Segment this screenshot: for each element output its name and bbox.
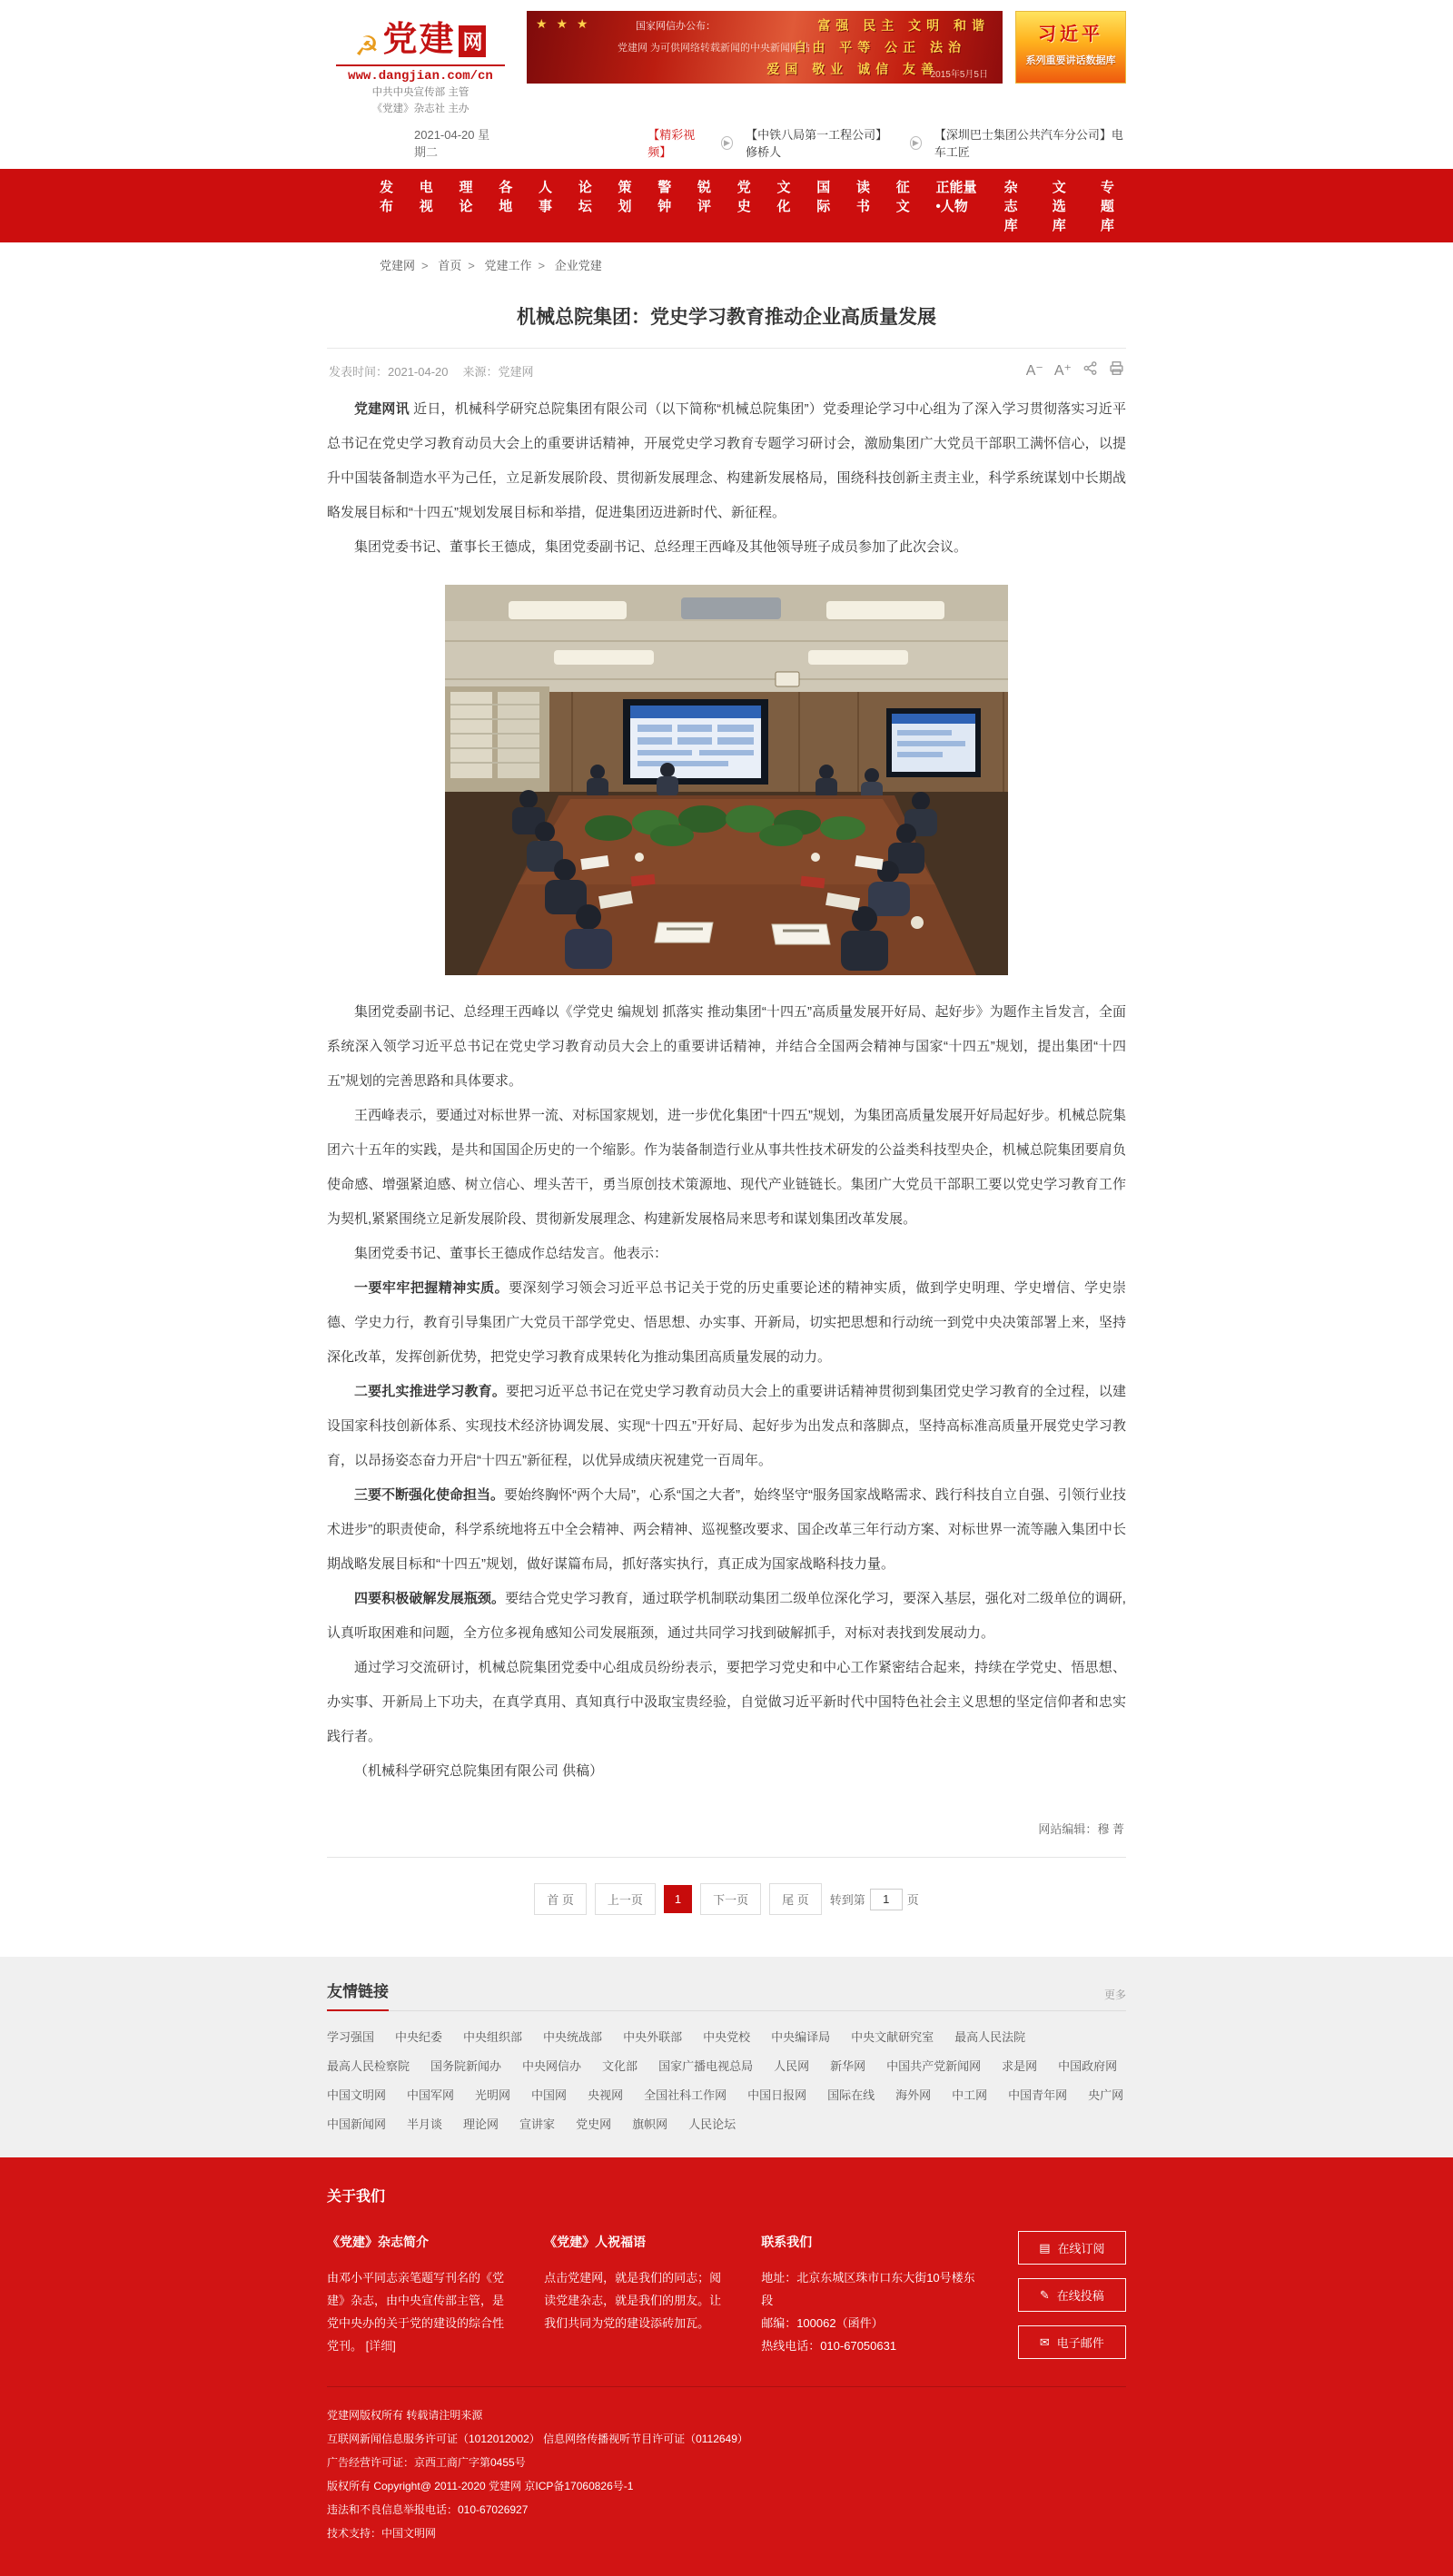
- about-us-title: 关于我们: [327, 2189, 386, 2205]
- friend-link[interactable]: 海外网: [895, 2088, 932, 2102]
- friend-link[interactable]: 央视网: [588, 2088, 624, 2102]
- banner-auth-line1: 国家网信办公布：: [636, 21, 716, 32]
- footer-button-icon: ▤: [1039, 2240, 1051, 2255]
- breadcrumb-link[interactable]: > 首页: [421, 259, 461, 272]
- footer-button-icon: ✉: [1039, 2334, 1050, 2349]
- friend-links-section: [0, 1957, 1453, 2157]
- friend-link[interactable]: 理论网: [463, 2117, 499, 2131]
- magazine-intro-title: 《党建》杂志简介: [327, 2235, 429, 2249]
- xi-speech-database-banner[interactable]: [1015, 11, 1126, 84]
- nav-item[interactable]: 专题库: [1100, 180, 1114, 233]
- footer-button-label: 在线投稿: [1056, 2289, 1104, 2303]
- friend-link[interactable]: 求是网: [1002, 2059, 1038, 2073]
- friend-links-title: 友情链接: [327, 1979, 389, 2011]
- friend-link[interactable]: 中央编译局: [771, 2030, 831, 2044]
- contact-postcode: 邮编：100062（函件）: [761, 2316, 884, 2330]
- core-values-row1: 富强 民主 文明 和谐: [817, 18, 990, 33]
- friend-link[interactable]: 旗帜网: [632, 2117, 668, 2131]
- nav-item[interactable]: 理论: [459, 180, 473, 214]
- article-end-divider: [327, 1857, 1126, 1858]
- site-editor: 网站编辑：穆 菁: [1038, 1822, 1124, 1836]
- article-paragraph: 党建网讯 近日，机械科学研究总院集团有限公司（以下简称“机械总院集团”）党委理论学习中心组为了深入学习贯彻落实习近平总书记在党史学习教育动员大会上的重要讲话精神，开展党史学习教育专题学习研讨会，激励集团广大党员干部职工满怀信心，以提升中国装备制造水平为己任，立足新发展阶段、贯彻新发展理念、构建新发展格局，围绕科技创新主责主业，科学系统谋划中长期战略发展目标和“十四五”规划发展目标和举措，促进集团迈进新时代、新征程。: [327, 401, 1126, 520]
- site-footer: [0, 2157, 1453, 2576]
- play-icon: ▶: [910, 136, 922, 150]
- friend-link[interactable]: 中央统战部: [543, 2030, 603, 2044]
- print-icon[interactable]: [1109, 360, 1124, 380]
- friend-link[interactable]: 中央组织部: [463, 2030, 523, 2044]
- contact-title: 联系我们: [761, 2235, 813, 2249]
- article-paragraph: （机械科学研究总院集团有限公司 供稿）: [354, 1763, 604, 1779]
- friend-link[interactable]: 学习强国: [327, 2030, 375, 2044]
- friend-link[interactable]: 中国青年网: [1008, 2088, 1068, 2102]
- breadcrumb-link[interactable]: > 党建工作: [468, 259, 531, 272]
- nav-item[interactable]: 策划: [618, 180, 632, 214]
- banner-auth-line2: 党建网 为可供网络转载新闻的中央新闻网站: [618, 43, 811, 54]
- publish-time: 发表时间：2021-04-20: [329, 364, 449, 379]
- breadcrumb-link[interactable]: > 企业党建: [538, 259, 601, 272]
- goto-label-suffix: 页: [906, 1893, 919, 1907]
- friend-link[interactable]: 国家广播电视总局: [658, 2059, 754, 2073]
- nav-item[interactable]: 各地: [499, 180, 513, 214]
- article-paragraph: 集团党委书记、董事长王德成，集团党委副书记、总经理王西峰及其他领导班子成员参加了此次会议。: [354, 539, 968, 555]
- banner-stars-decor: ★ ★ ★: [536, 16, 591, 31]
- friend-link[interactable]: 全国社科工作网: [644, 2088, 727, 2102]
- nav-item[interactable]: 论坛: [578, 180, 592, 214]
- copyright-line: 版权所有 Copyright@ 2011-2020 党建网 京ICP备17060826号-1: [327, 2480, 634, 2492]
- friend-link[interactable]: 中国共产党新闻网: [886, 2059, 982, 2073]
- friend-link[interactable]: 光明网: [475, 2088, 511, 2102]
- nav-item[interactable]: 国际: [816, 180, 831, 214]
- supervisor-line: 中共中央宣传部 主管: [371, 87, 470, 98]
- pagination: [327, 1883, 1126, 1957]
- breadcrumb: [327, 242, 1126, 279]
- article-meta: [327, 349, 1126, 392]
- friend-link[interactable]: 中国日报网: [747, 2088, 807, 2102]
- contact-hotline: 热线电话：010-67050631: [761, 2339, 897, 2353]
- blessing-text: 点击党建网，就是我们的同志；阅读党建杂志，就是我们的朋友。让我们共同为党的建设添砖加瓦。: [544, 2271, 722, 2330]
- video-section-label: 【精彩视频】: [647, 128, 696, 159]
- current-date: 2021-04-20 星期二: [414, 128, 490, 159]
- contact-address: 地址：北京东城区珠市口东大街10号楼东段: [761, 2271, 975, 2307]
- friend-link[interactable]: 中国文明网: [327, 2088, 387, 2102]
- current-page-button[interactable]: 1: [664, 1885, 692, 1913]
- nav-item[interactable]: 锐评: [697, 180, 712, 214]
- article-paragraph: 通过学习交流研讨，机械总院集团党委中心组成员纷纷表示，要把学习党史和中心工作紧密结合起来，持续在学党史、悟思想、办实事、开新局上下功夫，在真学真用、真知真行中汲取宝贵经验，自觉做习近平新时代中国特色社会主义思想的坚定信仰者和忠实践行者。: [327, 1660, 1126, 1744]
- nav-item[interactable]: 党史: [736, 180, 751, 214]
- magazine-intro-text: 由邓小平同志亲笔题写刊名的《党建》杂志，由中央宣传部主管，是党中央办的关于党的建设的综合性党刊。: [327, 2271, 505, 2353]
- site-logo[interactable]: [327, 11, 514, 116]
- friend-link[interactable]: 中国军网: [407, 2088, 455, 2102]
- friend-link[interactable]: 宣讲家: [519, 2117, 556, 2131]
- footer-button-icon: ✎: [1039, 2287, 1050, 2302]
- friend-link[interactable]: 中央文献研究室: [851, 2030, 934, 2044]
- friend-link[interactable]: 人民网: [774, 2059, 810, 2073]
- article-paragraph: 集团党委副书记、总经理王西峰以《学党史 编规划 抓落实 推动集团“十四五”高质量发展开好局、起好步》为题作主旨发言，全面系统深入领学习近平总书记在党史学习教育动员大会上的重要讲话精神，并结合全国两会精神与国家“十四五”规划，提出集团“十四五”规划的完善思路和具体要求。: [327, 1004, 1126, 1089]
- magazine-intro-more-link[interactable]: [详细]: [365, 2339, 396, 2353]
- friend-links-more[interactable]: 更多: [1103, 1989, 1126, 2001]
- nav-item[interactable]: 文化: [776, 180, 791, 214]
- logo-underline: [336, 64, 505, 66]
- organizer-line: 《党建》杂志社 主办: [371, 104, 470, 114]
- site-url: www.dangjian.com/cn: [348, 69, 493, 84]
- friend-link[interactable]: 国际在线: [827, 2088, 875, 2102]
- magazine-intro-column: [327, 2231, 506, 2359]
- copyright-line: 技术支持：中国文明网: [327, 2527, 437, 2540]
- article-paragraph: 四要积极破解发展瓶颈。要结合党史学习教育，通过联学机制联动集团二级单位深化学习，要深入基层，强化对二级单位的调研,认真听取困难和问题，全方位多视角感知公司发展瓶颈，通过共同学习找到破解抓手，对标对表找到发展动力。: [327, 1591, 1126, 1641]
- next-page-button[interactable]: 下一页: [700, 1883, 761, 1915]
- banner-date-note: 2015年5月5日: [930, 70, 988, 80]
- nav-item[interactable]: 发布: [380, 180, 394, 214]
- font-smaller-button[interactable]: A⁻: [1025, 363, 1043, 379]
- copyright-line: 互联网新闻信息服务许可证（1012012002） 信息网络传播视听节目许可证（0112649）: [327, 2433, 748, 2445]
- article-paragraph: 一要牢牢把握精神实质。要深刻学习领会习近平总书记关于党的历史重要论述的精神实质，做到学史明理、学史增信、学史崇德、学史力行，教育引导集团广大党员干部学党史、悟思想、办实事、开新局，切实把思想和行动统一到党中央决策部署上来，坚持深化改革，发挥创新优势，把党史学习教育成果转化为推动集团高质量发展的动力。: [327, 1280, 1126, 1365]
- share-icon[interactable]: [1082, 360, 1098, 380]
- first-page-button[interactable]: 首 页: [534, 1883, 587, 1915]
- article-paragraph: 二要扎实推进学习教育。要把习近平总书记在党史学习教育动员大会上的重要讲话精神贯彻到集团党史学习教育的全过程，以建设国家科技创新体系、实现技术经济协调发展、实现“十四五”开好局、起好步为出发点和落脚点，坚持高标准高质量开展党史学习教育，以昂扬姿态奋力开启“十四五”新征程，以优异成绩庆祝建党一百周年。: [327, 1384, 1126, 1468]
- friend-link[interactable]: 国务院新闻办: [430, 2059, 502, 2073]
- banner-xi-title: 习近平: [1038, 25, 1103, 44]
- friend-link[interactable]: 中国新闻网: [327, 2117, 387, 2131]
- core-values-banner[interactable]: [527, 11, 1003, 84]
- main-nav: [0, 169, 1453, 242]
- copyright-line: 党建网版权所有 转载请注明来源: [327, 2409, 483, 2422]
- core-values-row2: 自由 平等 公正 法治: [794, 40, 966, 54]
- article-paragraph: 集团党委书记、董事长王德成作总结发言。他表示：: [354, 1246, 668, 1261]
- font-larger-button[interactable]: A⁺: [1053, 363, 1072, 379]
- core-values-row3: 爱国 敬业 诚信 友善: [766, 62, 939, 76]
- article-paragraph: 王西峰表示，要通过对标世界一流、对标国家规划，进一步优化集团“十四五”规划，为集团高质量发展开好局起好步。机械总院集团六十五年的实践，是共和国国企历史的一个缩影。作为装备制造行业从事共性技术研发的公益类科技型央企，机械总院集团要肩负使命感、增强紧迫感、树立信心、埋头苦干，勇当原创技术策源地、现代产业链链长。集团广大党员干部职工要以党史学习教育工作为契机,紧紧围绕立足新发展阶段、贯彻新发展理念、构建新发展格局来思考和谋划集团改革发展。: [327, 1108, 1126, 1227]
- footer-action-button[interactable]: [1018, 2231, 1126, 2265]
- nav-item[interactable]: 电视: [419, 180, 433, 214]
- last-page-button[interactable]: 尾 页: [769, 1883, 822, 1915]
- copyright-line: 违法和不良信息举报电话：010-67026927: [327, 2503, 529, 2516]
- nav-item[interactable]: 文选库: [1052, 180, 1066, 233]
- site-header: [0, 0, 1453, 169]
- footer-action-button[interactable]: [1018, 2325, 1126, 2359]
- friend-link[interactable]: 中央党校: [703, 2030, 751, 2044]
- play-icon: ▶: [721, 136, 733, 150]
- nav-item[interactable]: 杂志库: [1003, 180, 1018, 233]
- friend-link[interactable]: 党史网: [576, 2117, 612, 2131]
- nav-item[interactable]: 征文: [895, 180, 910, 214]
- friend-link[interactable]: 中国网: [531, 2088, 568, 2102]
- footer-action-button[interactable]: [1018, 2278, 1126, 2312]
- blessing-title: 《党建》人祝福语: [544, 2235, 647, 2249]
- prev-page-button[interactable]: 上一页: [595, 1883, 656, 1915]
- goto-page-input[interactable]: [870, 1889, 903, 1910]
- video-link-2[interactable]: 【深圳巴士集团公共汽车分公司】电车工匠: [934, 128, 1123, 159]
- friend-link[interactable]: 最高人民法院: [954, 2030, 1026, 2044]
- copyright-line: 广告经营许可证：京西工商广字第0455号: [327, 2456, 526, 2469]
- article: [327, 302, 1126, 1957]
- friend-link[interactable]: 中央纪委: [395, 2030, 443, 2044]
- friend-link[interactable]: 半月谈: [407, 2117, 443, 2131]
- party-emblem-icon: ☭: [354, 32, 380, 62]
- page-title: 机械总院集团：党史学习教育推动企业高质量发展: [517, 307, 936, 328]
- friend-link[interactable]: 央广网: [1088, 2088, 1124, 2102]
- friend-link[interactable]: 中工网: [952, 2088, 988, 2102]
- nav-item[interactable]: 读书: [856, 180, 871, 214]
- blessing-column: [544, 2231, 723, 2359]
- contact-column: [761, 2231, 979, 2359]
- friend-link[interactable]: 中央外联部: [623, 2030, 683, 2044]
- footer-button-label: 在线订阅: [1057, 2242, 1105, 2255]
- friend-link[interactable]: 人民论坛: [688, 2117, 736, 2131]
- friend-link[interactable]: 最高人民检察院: [327, 2059, 410, 2073]
- friend-link[interactable]: 文化部: [602, 2059, 638, 2073]
- breadcrumb-link[interactable]: 党建网: [380, 259, 416, 272]
- logo-net-badge: 网: [459, 25, 486, 57]
- article-source: 来源：党建网: [462, 364, 534, 379]
- copyright-block: [327, 2386, 1126, 2545]
- logo-text: 党建: [382, 21, 456, 59]
- nav-item[interactable]: 正能量•人物: [935, 180, 977, 214]
- banner-xi-subtitle: 系列重要讲话数据库: [1025, 55, 1116, 66]
- article-paragraph: 三要不断强化使命担当。要始终胸怀“两个大局”，心系“国之大者”，始终坚守“服务国家战略需求、践行科技自立自强、引领行业技术进步”的职责使命，科学系统地将五中全会精神、两会精神、巡视整改要求、国企改革三年行动方案、对标世界一流等融入集团中长期战略发展目标和“十四五”规划，做好谋篇布局，抓好落实执行，真正成为国家战略科技力量。: [327, 1487, 1126, 1572]
- nav-item[interactable]: 警钟: [657, 180, 672, 214]
- nav-item[interactable]: 人事: [539, 180, 553, 214]
- friend-link[interactable]: 中国政府网: [1058, 2059, 1118, 2073]
- footer-button-label: 电子邮件: [1056, 2336, 1104, 2350]
- meeting-room-photo: [445, 585, 1008, 975]
- friend-link[interactable]: 中央网信办: [522, 2059, 582, 2073]
- friend-link[interactable]: 新华网: [830, 2059, 866, 2073]
- goto-label-prefix: 转到第: [829, 1893, 865, 1907]
- video-link-1[interactable]: 【中铁八局第一工程公司】修桥人: [746, 128, 888, 159]
- article-body: [327, 392, 1126, 1789]
